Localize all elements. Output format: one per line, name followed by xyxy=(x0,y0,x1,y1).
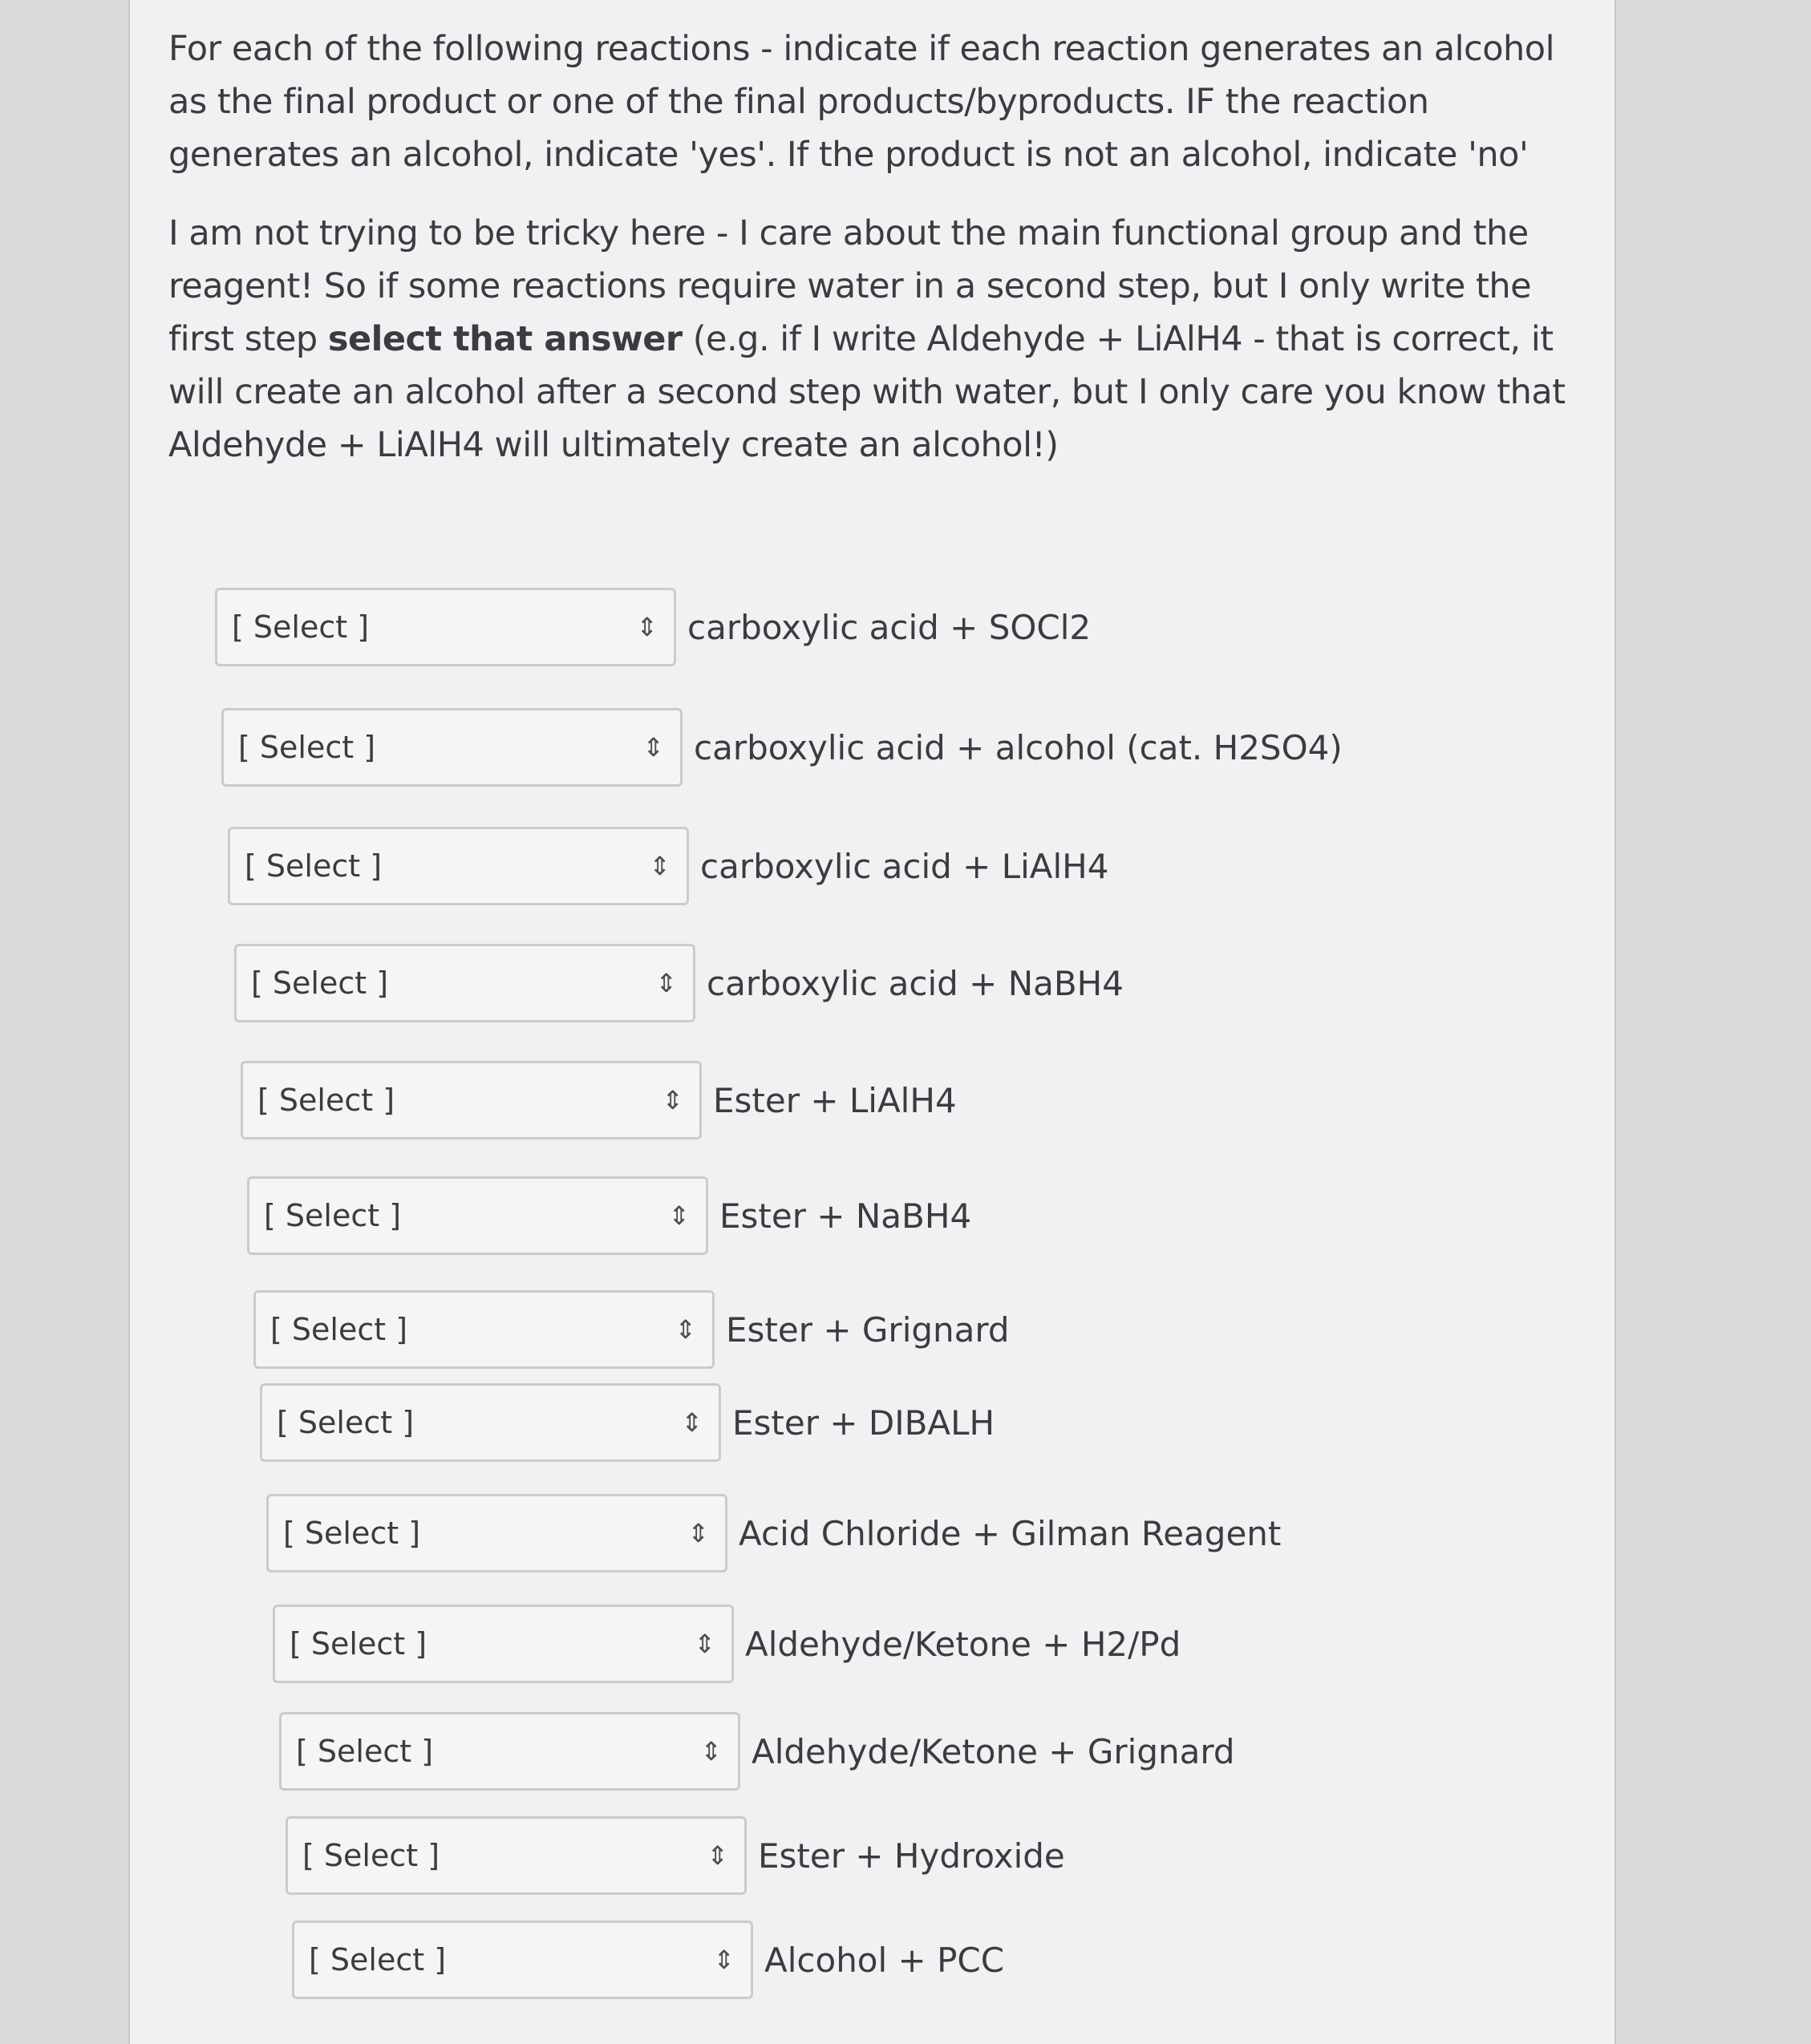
answer-select[interactable] xyxy=(234,944,695,1022)
reaction-label: carboxylic acid + SOCl2 xyxy=(687,607,1092,647)
answer-select[interactable] xyxy=(260,1383,721,1462)
select-value: [ Select ] xyxy=(277,1405,415,1440)
reaction-label: Aldehyde/Ketone + H2/Pd xyxy=(745,1624,1181,1664)
answer-select[interactable] xyxy=(292,1921,753,1999)
chevron-up-down-icon: ⇕ xyxy=(700,1736,722,1767)
reaction-label: Ester + Grignard xyxy=(726,1309,1010,1350)
reaction-row xyxy=(292,1918,1004,2002)
select-value: [ Select ] xyxy=(283,1516,421,1551)
select-value: [ Select ] xyxy=(302,1838,440,1873)
reaction-row xyxy=(279,1710,1235,1793)
chevron-up-down-icon: ⇕ xyxy=(662,1085,683,1115)
reaction-label: Ester + Hydroxide xyxy=(758,1836,1065,1876)
reaction-label: Ester + NaBH4 xyxy=(719,1196,972,1236)
chevron-up-down-icon: ⇕ xyxy=(707,1840,728,1871)
select-value: [ Select ] xyxy=(232,609,370,645)
select-value: [ Select ] xyxy=(257,1083,395,1118)
reaction-row xyxy=(234,941,1124,1025)
answer-select[interactable] xyxy=(273,1605,734,1683)
reaction-row xyxy=(266,1492,1281,1575)
chevron-up-down-icon: ⇕ xyxy=(713,1945,735,1975)
chevron-up-down-icon: ⇕ xyxy=(675,1314,696,1345)
answer-select[interactable] xyxy=(221,708,683,787)
reaction-label: Aldehyde/Ketone + Grignard xyxy=(752,1731,1235,1771)
reaction-label: Ester + DIBALH xyxy=(732,1402,995,1443)
answer-select[interactable] xyxy=(253,1290,715,1369)
reaction-row xyxy=(286,1814,1065,1897)
select-value: [ Select ] xyxy=(264,1198,402,1233)
reaction-row xyxy=(228,824,1108,908)
reaction-row xyxy=(221,706,1343,789)
answer-select[interactable] xyxy=(215,588,676,666)
instructions-text-b: (e.g. if I write Aldehyde + LiAlH4 - that is correct, it will create an alcohol after a second step with water, but I only care you know that Aldehyde + LiAlH4 will ultimately create an alcohol!) xyxy=(168,319,1566,465)
answer-select[interactable] xyxy=(286,1816,747,1895)
instructions-bold: select that answer xyxy=(327,319,683,359)
chevron-up-down-icon: ⇕ xyxy=(668,1200,690,1231)
reaction-label: carboxylic acid + alcohol (cat. H2SO4) xyxy=(694,727,1343,767)
select-value: [ Select ] xyxy=(290,1626,427,1662)
reaction-label: carboxylic acid + NaBH4 xyxy=(707,963,1124,1003)
reaction-row xyxy=(260,1381,995,1464)
instructions-paragraph-1: For each of the following reactions - indicate if each reaction generates an alcohol as the final product or one of the final products/byproducts. IF the reaction generates an alcohol, indicate 'yes'. If the product is not an alcohol, indicate 'no' xyxy=(168,29,1555,175)
answer-select[interactable] xyxy=(266,1494,727,1572)
answer-select[interactable] xyxy=(279,1712,740,1791)
select-value: [ Select ] xyxy=(251,965,389,1001)
instructions-paragraph-2 xyxy=(168,207,1580,472)
reaction-row xyxy=(247,1174,971,1257)
instructions xyxy=(168,22,1580,497)
select-value: [ Select ] xyxy=(245,848,383,884)
chevron-up-down-icon: ⇕ xyxy=(694,1629,715,1659)
reaction-row xyxy=(215,585,1091,669)
answer-select[interactable] xyxy=(241,1061,702,1139)
reaction-row xyxy=(273,1602,1181,1686)
chevron-up-down-icon: ⇕ xyxy=(681,1407,703,1438)
answer-select[interactable] xyxy=(247,1176,708,1255)
reaction-label: carboxylic acid + LiAlH4 xyxy=(700,846,1109,886)
instructions-text-a: I am not trying to be tricky here - I care about the main functional group and the reagent! So if some reactions require water in a second step, but I only write the first step xyxy=(168,213,1532,359)
reaction-row xyxy=(241,1058,957,1142)
chevron-up-down-icon: ⇕ xyxy=(649,851,671,881)
select-value: [ Select ] xyxy=(296,1734,434,1769)
chevron-up-down-icon: ⇕ xyxy=(636,612,658,642)
chevron-up-down-icon: ⇕ xyxy=(655,968,677,998)
chevron-up-down-icon: ⇕ xyxy=(642,732,664,763)
reaction-label: Alcohol + PCC xyxy=(764,1940,1005,1980)
chevron-up-down-icon: ⇕ xyxy=(687,1518,709,1548)
select-value: [ Select ] xyxy=(238,730,376,765)
reaction-label: Acid Chloride + Gilman Reagent xyxy=(739,1513,1282,1553)
reaction-label: Ester + LiAlH4 xyxy=(713,1080,957,1120)
answer-select[interactable] xyxy=(228,827,689,905)
select-value: [ Select ] xyxy=(270,1312,408,1347)
select-value: [ Select ] xyxy=(309,1942,447,1977)
reaction-row xyxy=(253,1288,1010,1371)
